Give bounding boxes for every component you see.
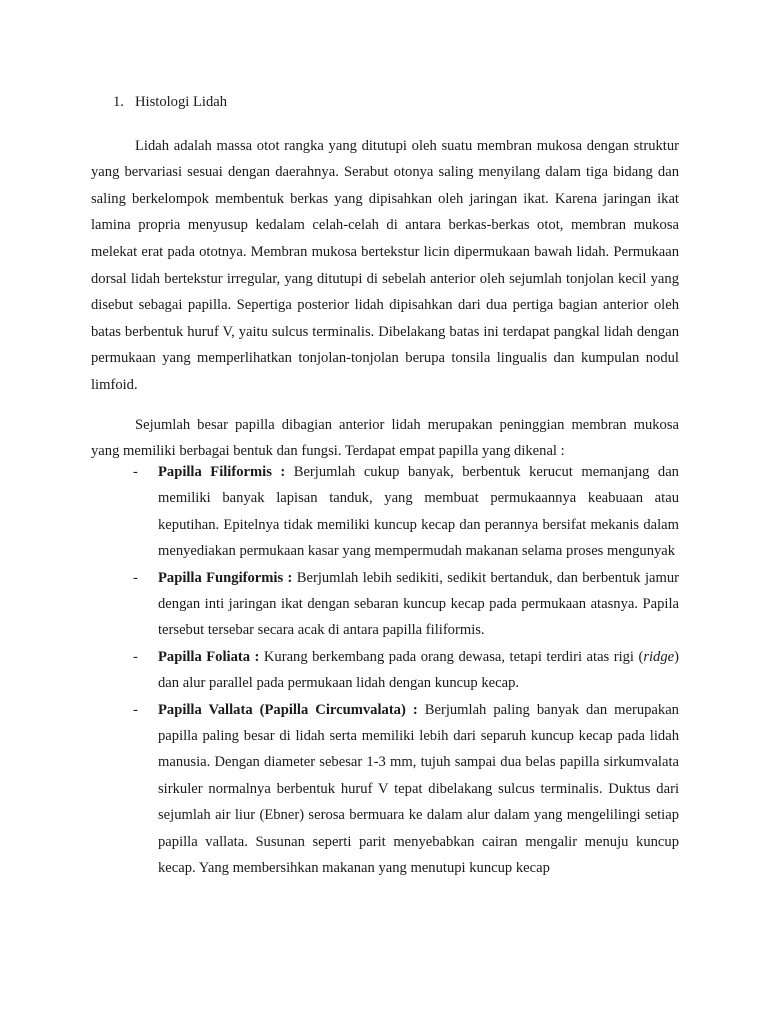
list-bullet: - — [133, 569, 138, 586]
papilla-description: Berjumlah lebih sedikiti, sedikit bertanduk, dan berbentuk jamur dengan inti jaringan ikat dengan sebaran kuncup kecap pada permukaan atasnya. Papila tersebut tersebar secara acak di antara papilla filiformis. — [158, 569, 679, 639]
list-bullet: - — [133, 648, 138, 665]
list-item-papilla-vallata — [133, 697, 679, 882]
section-number: 1. — [113, 94, 124, 110]
papilla-term: Papilla Foliata : — [158, 648, 260, 665]
list-bullet: - — [133, 464, 138, 480]
paragraph-lidah-description: Lidah adalah massa otot rangka yang ditutupi oleh suatu membran mukosa dengan struktur yang bervariasi sesuai dengan daerahnya. Serabut otonya saling menyilang dalam tiga bidang dan saling berkelompok membentuk berkas yang dipisahkan oleh jaringan ikat. Karena jaringan ikat lamina propria menyusup kedalam celah-celah di antara berkas-berkas otot, membran mukosa melekat erat pada ototnya. Membran mukosa bertekstur licin dipermukaan bawah lidah. Permukaan dorsal lidah bertekstur irregular, yang ditutupi di sebelah anterior oleh sejumlah tonjolan kecil yang disebut sebagai papilla. Sepertiga posterior lidah dipisahkan dari dua pertiga bagian anterior oleh batas berbentuk huruf V, yaitu sulcus terminalis. Dibelakang batas ini terdapat pangkal lidah dengan permukaan yang memperlihatkan tonjolan-tonjolan berupa tonsila lingualis dan kumpulan nodul limfoid. — [91, 137, 679, 393]
section-heading — [113, 92, 227, 112]
list-item-papilla-foliata — [133, 644, 679, 697]
papilla-term: Papilla Filiformis : — [158, 464, 286, 480]
papilla-description-start: Kurang berkembang pada orang dewasa, tetapi terdiri atas rigi ( — [259, 648, 644, 665]
papilla-description: Berjumlah paling banyak dan merupakan papilla paling besar di lidah serta memiliki lebih dari separuh kuncup kecap pada lidah manusia. Dengan diameter sebesar 1-3 mm, tujuh sampai dua belas papilla sirkumvalata sirkuler normalnya berbentuk huruf V tepat dibelakang sulcus terminalis. Duktus dari sejumlah air liur (Ebner) serosa bermuara ke dalam alur dalam yang mengelilingi setiap papilla vallata. Susunan seperti parit menyebabkan cairan mengalir menuju kuncup kecap. Yang membersihkan makanan yang menutupi kuncup kecap — [158, 701, 679, 877]
papilla-list — [133, 459, 679, 882]
papilla-italic-term: ridge — [643, 648, 675, 665]
list-item-papilla-fungiformis — [133, 565, 679, 644]
section-title: Histologi Lidah — [135, 94, 228, 110]
list-item-papilla-filiformis — [133, 459, 679, 565]
papilla-term: Papilla Vallata (Papilla Circumvalata) : — [158, 701, 418, 718]
papilla-description-end: ) dan alur parallel pada permukaan lidah dengan kuncup kecap. — [158, 648, 679, 692]
paragraph-papilla-intro: Sejumlah besar papilla dibagian anterior lidah merupakan peninggian membran mukosa yang memiliki berbagai bentuk dan fungsi. Terdapat empat papilla yang dikenal : — [91, 416, 679, 460]
list-bullet: - — [133, 701, 138, 718]
papilla-term: Papilla Fungiformis : — [158, 569, 293, 586]
papilla-description: Berjumlah cukup banyak, berbentuk kerucut memanjang dan memiliki banyak lapisan tanduk, yang membuat permukaannya keabuaan atau keputihan. Epitelnya tidak memiliki kuncup kecap dan perannya bersifat mekanis dalam menyediakan permukaan kasar yang mempermudah makanan selama proses mengunyak — [158, 464, 679, 560]
